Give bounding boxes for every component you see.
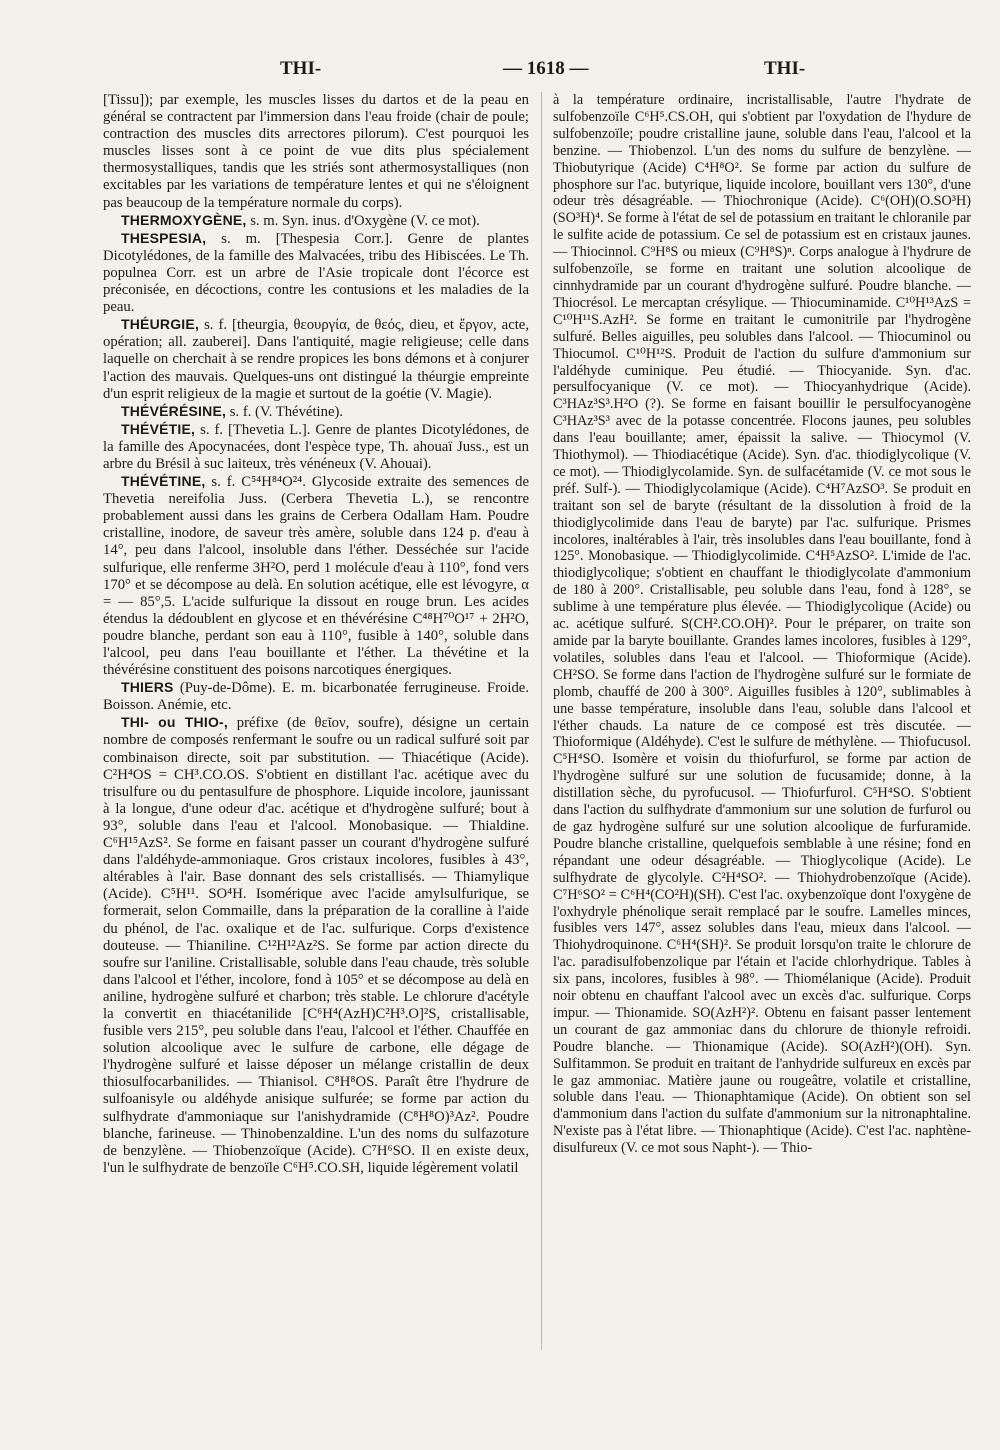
right-column — [553, 92, 971, 1157]
entry-text: s. f. [Thevetia L.]. Genre de plantes Dicotylédones, de la famille des Apocynacées, dont l'espèce type, Th. ahouaï Juss., est un arbre du Brésil à suc laiteux, très vénéneux (V. Ahouai). — [103, 421, 529, 472]
left-column — [103, 92, 529, 1177]
entry-text: s. f. C⁵⁴H⁸⁴O²⁴. Glycoside extraite des semences de Thevetia nereifolia Juss. (Cerbera Thevetia L.), se rencontre probablement aussi dans les grains de Cerbera Odallam Ham. Poudre cristalline, inodore, de saveur très amère, soluble dans 124 p. d'eau à 14°, peu dans l'alcool, insoluble dans l'éther. Desséchée sur l'acide sulfurique, elle renferme 3H²O, perd 1 molécule d'eau à 110°, fond vers 170° et se décompose au delà. En solution acétique, elle est lévogyre, α = — 85°,5. L'acide sulfurique la dissout en rouge brun. Les acides étendus la dédoublent en glycose et en thévérésine C⁴⁸H⁷⁰O¹⁷ + 2H²O, poudre blanche, perdant son eau à 110°, fusible à 140°, soluble dans l'alcool, peu dans l'eau bouillante et l'éther. La thévétine et la thévérésine constituent des poisons narcotiques énergiques. — [103, 474, 529, 679]
dictionary-entry — [103, 230, 529, 316]
entry-text: [Tissu]); par exemple, les muscles lisses du dartos et de la peau en général se contractent par l'immersion dans l'eau froide (chair de poule; contraction des muscles dits arrectores pilorum). C'est pourquoi les muscles lisses sont à ce point de vue dits plus spécialement thermosystalliques, tandis que les striés sont athermosystalliques (non excitables par les variations de température lentes et qui ne s'éloignent pas beaucoup de la température normale du corps). — [103, 92, 529, 211]
running-head-left: THI- — [280, 58, 322, 79]
dictionary-entry — [103, 421, 529, 473]
entry-headword: THÉURGIE, — [121, 316, 200, 333]
dictionary-entry — [103, 473, 529, 679]
dictionary-entry — [103, 403, 529, 421]
entry-text: s. m. Syn. inus. d'Oxygène (V. ce mot). — [250, 212, 480, 229]
entry-headword: THÉVÉRÉSINE, — [121, 402, 227, 419]
entry-text: (Puy-de-Dôme). E. m. bicarbonatée ferrugineuse. Froide. Boisson. Anémie, etc. — [103, 680, 529, 714]
entry-headword: THÉVÉTIE, — [121, 420, 196, 437]
running-head-right: THI- — [764, 58, 806, 79]
entry-continuation — [103, 92, 529, 212]
entry-continuation — [553, 92, 971, 1157]
entry-headword: THÉVÉTINE, — [121, 473, 206, 490]
entry-text: préfixe (de θεῖον, soufre), désigne un certain nombre de composés renfermant le soufre ou un radical sulfuré soit par combinaison directe, soit par substitution. — Thiacétique (Acide). C²H⁴OS = CH³.CO.OS. S'obtient en distillant l'ac. acétique avec du trisulfure ou du pentasulfure de phosphore. Liquide incolore, jaunissant à la longue, d'une odeur d'ac. acétique et d'hydrogène sulfuré; bout à 93°, soluble dans l'eau et l'alcool. Monobasique. — Thialdine. C⁶H¹⁵AzS². Se forme en faisant passer un courant d'hydrogène sulfuré dans l'aldéhyde-ammoniaque. Gros cristaux incolores, fusibles à 43°, altérables à l'air. Base donnant des sels cristallisés. — Thiamylique (Acide). C⁵H¹¹. SO⁴H. Isomérique avec l'acide amylsulfurique, se formerait, selon Commaille, dans la préparation de la coralline à l'aide du phénol, de l'ac. oxalique et de l'ac. sulfurique. Corps d'existence douteuse. — Thianiline. C¹²H¹²Az²S. Se forme par action directe du soufre sur l'aniline. Cristallisable, soluble dans l'eau chaude, très soluble dans l'alcool et l'éther, incolore, fond à 105° et se décompose au delà en aniline, hydrogène sulfuré et charbon; très stable. Le chlorure d'acétyle la convertit en thiacétanilide [C⁶H⁴(AzH)C²H³.O]²S, cristallisable, fusible vers 215°, peu soluble dans l'eau, l'alcool et l'éther. Chauffée en solution alcoolique avec le sulfure de carbone, elle dégage de l'hydrogène sulfuré et laisse déposer un mélange cristallin de deux thiosulfocarbanilides. — Thianisol. C⁸H⁸OS. Paraît être l'hydrure de sulfoanisyle ou aldéhyde anisique sulfurée; se forme par action du sulfhydrate d'ammoniaque sur l'anishydramide (C⁸H⁸O)³Az². Poudre blanche, farineuse. — Thinobenzaldine. L'un des noms du sulfazoture de benzylène. — Thiobenzoïque (Acide). C⁷H⁶SO. Il en existe deux, l'un le sulfhydrate de benzoïle C⁶H⁵.CO.SH, liquide légèrement volatil — [103, 715, 530, 1176]
page-number: — 1618 — — [503, 58, 589, 79]
entry-text: à la température ordinaire, incristallisable, l'autre l'hydrate de sulfobenzoïle C⁶H⁵.CS.OH, qui s'obtient par l'oxydation de l'hydure de sulfobenzoïle; poudre cristalline jaune, soluble dans l'eau, l'alcool et la benzine. — Thiobenzol. L'un des noms du sulfure de benzylène. — Thiobutyrique (Acide) C⁴H⁸O². Se forme par action du sulfure de phosphore sur l'ac. butyrique, liquide incolore, bouillant vers 130°, d'une odeur très désagréable. — Thiochronique (Acide). C⁶(OH)(O.SO³H)(SO³H)⁴. Se forme à l'état de sel de potassium en traitant le chloranile par le sulfite acide de potassium. Ce sel de potassium est en cristaux jaunes. — Thiocinnol. C⁹H⁸S ou mieux (C⁹H⁸S)ⁿ. Corps analogue à l'hydrure de sulfobenzoïle, se forme en traitant une solution alcoolique de cinnhydramide par un courant d'hydrogène sulfuré. Poudre blanche. — Thiocrésol. Le mercaptan crésylique. — Thiocuminamide. C¹⁰H¹³AzS = C¹⁰H¹¹S.AzH². Se forme en traitant le cumonitrile par l'hydrogène sulfuré. Belles aiguilles, peu solubles dans l'alcool. — Thiocuminol ou Thiocumol. C¹⁰H¹²S. Produit de l'action du sulfure d'ammonium sur l'aldéhyde cuminique. Peu étudié. — Thiocyanide. Syn. d'ac. persulfocyanique (V. ce mot). — Thiocyanhydrique (Acide). C³HAz³S³.H²O (?). Se forme en faisant bouillir le persulfocyanogène C³HAz³S³ avec de la potasse concentrée. Flocons jaunes, peu solubles dans l'eau bouillante; amer, épaissit la salive. — Thiocymol (V. Thiothymol). — Thiodiacétique (Acide). Syn. d'ac. thiodiglycolique (V. ce mot). — Thiodiglycolamide. Syn. de sulfacétamide (V. ce mot sous le préf. Sulf-). — Thiodiglycolamique (Acide). C⁴H⁷AzSO³. Se produit en traitant son sel de baryte (résultant de la dissolution à froid de la thiodiglycolimide dans l'eau de baryte) par l'ac. sulfurique. Prismes incolores, inaltérables à l'air, très insolubles dans l'eau bouillante, fond à 125°. Monobasique. — Thiodiglycolimide. C⁴H⁵AzSO². L'imide de l'ac. thiodiglycolique; s'obtient en chauffant le thiodiglycolate d'ammonium de 180 à 200°. Cristallisable, peu soluble dans l'eau, fond à 128°, se sublime à une température plus élevée. — Thiodiglycolique (Acide) ou ac. acétique sulfuré. S(CH².CO.OH)². Pour le préparer, on traite son amide par la baryte bouillante. Grandes lames incolores, fusibles à 129°, volatiles, solubles dans l'eau et l'alcool. — Thioformique (Acide). CH²SO. Se forme dans l'action de l'hydrogène sulfuré sur le formiate de plomb, chauffé de 200 à 300°. Aiguilles fusibles à 120°, sublimables à une basse température, insoluble dans l'eau, soluble dans l'alcool et l'éther chauds. La nature de ce composé est très discutée. — Thioformique (Aldéhyde). C'est le sulfure de méthylène. — Thiofucusol. C⁵H⁴SO. Isomère et voisin du thiofurfurol, se forme par action de l'hydrogène sulfuré sur une solution de fucusamide; donne, à la distillation sèche, du pyrofucusol. — Thiofurfurol. C⁵H⁴SO. S'obtient dans l'action du sulfhydrate d'ammonium sur une solution de furfurol ou de gaz hydrogène sulfuré sur une solution alcoolique de furfuramide. Poudre blanche cristalline, quelquefois semblable à une résine; fond en répandant une odeur désagréable. — Thioglycolique (Acide). Le sulfhydrate de glycolyle. C²H⁴SO². — Thiohydrobenzoïque (Acide). C⁷H⁶SO² = C⁶H⁴(CO²H)(SH). C'est l'ac. oxybenzoïque dont l'oxygène de l'oxhydryle phénolique serait remplacé par le soufre. Lamelles minces, fusibles vers 147°, assez solubles dans l'eau, mieux dans l'alcool. — Thiohydroquinone. C⁶H⁴(SH)². Se produit lorsqu'on traite le chlorure de l'ac. paradisulfobenzolique par l'étain et l'acide chlorhydrique. Tables à six pans, incolores, fusibles à 98°. — Thiomélanique (Acide). Produit noir obtenu en chauffant l'alcool avec un excès d'ac. sulfurique. Corps impur. — Thionamide. SO(AzH²)². Obtenu en faisant passer lentement un courant de gaz ammoniac dans du chlorure de thionyle refroidi. Poudre blanche. — Thionamique (Acide). SO(AzH²)(OH). Syn. Sulfitammon. Se produit en traitant de l'anhydride sulfureux en excès par le gaz ammoniac. Matière jaune ou rougeâtre, volatile et cristalline, soluble dans l'eau. — Thionaphtamique (Acide). On obtient son sel d'ammonium dans l'action du sulfate d'ammonium sur la nitronaphtaline. N'existe pas à l'état libre. — Thionaphtique (Acide). C'est l'ac. naphtène-disulfureux (V. ce mot sous Napht-). — Thio- — [553, 92, 971, 1157]
page-header — [110, 58, 960, 84]
dictionary-entry — [103, 212, 529, 230]
entry-text: s. f. [theurgia, θεουργία, de θεός, dieu, et ἔργον, acte, opération; all. zauberei]. Dans l'antiquité, magie religieuse; celle dans laquelle on cherchait à se rendre propices les bons démons et à conjurer l'action des mauvais. Quelques-uns ont distingué la théurgie empreinte d'un esprit religieux de la magie et surtout de la goétie (V. Magie). — [103, 317, 529, 402]
column-divider — [541, 92, 542, 1350]
entry-headword: THERMOXYGÈNE, — [121, 211, 247, 228]
entry-headword: THI- ou THIO-, — [121, 714, 228, 731]
entry-text: s. m. [Thespesia Corr.]. Genre de plantes Dicotylédones, de la famille des Malvacées, tribu des Hibiscées. Le Th. populnea Corr. est un arbre de l'Asie tropicale dont l'écorce est préconisée, en décoctions, contre les contusions et les maladies de la peau. — [103, 230, 530, 316]
entry-headword: THIERS — [121, 679, 174, 696]
entry-text: s. f. (V. Thévétine). — [229, 403, 344, 420]
entry-headword: THESPESIA, — [121, 229, 207, 246]
dictionary-entry — [103, 679, 529, 714]
dictionary-entry — [103, 714, 529, 1177]
dictionary-entry — [103, 316, 529, 402]
